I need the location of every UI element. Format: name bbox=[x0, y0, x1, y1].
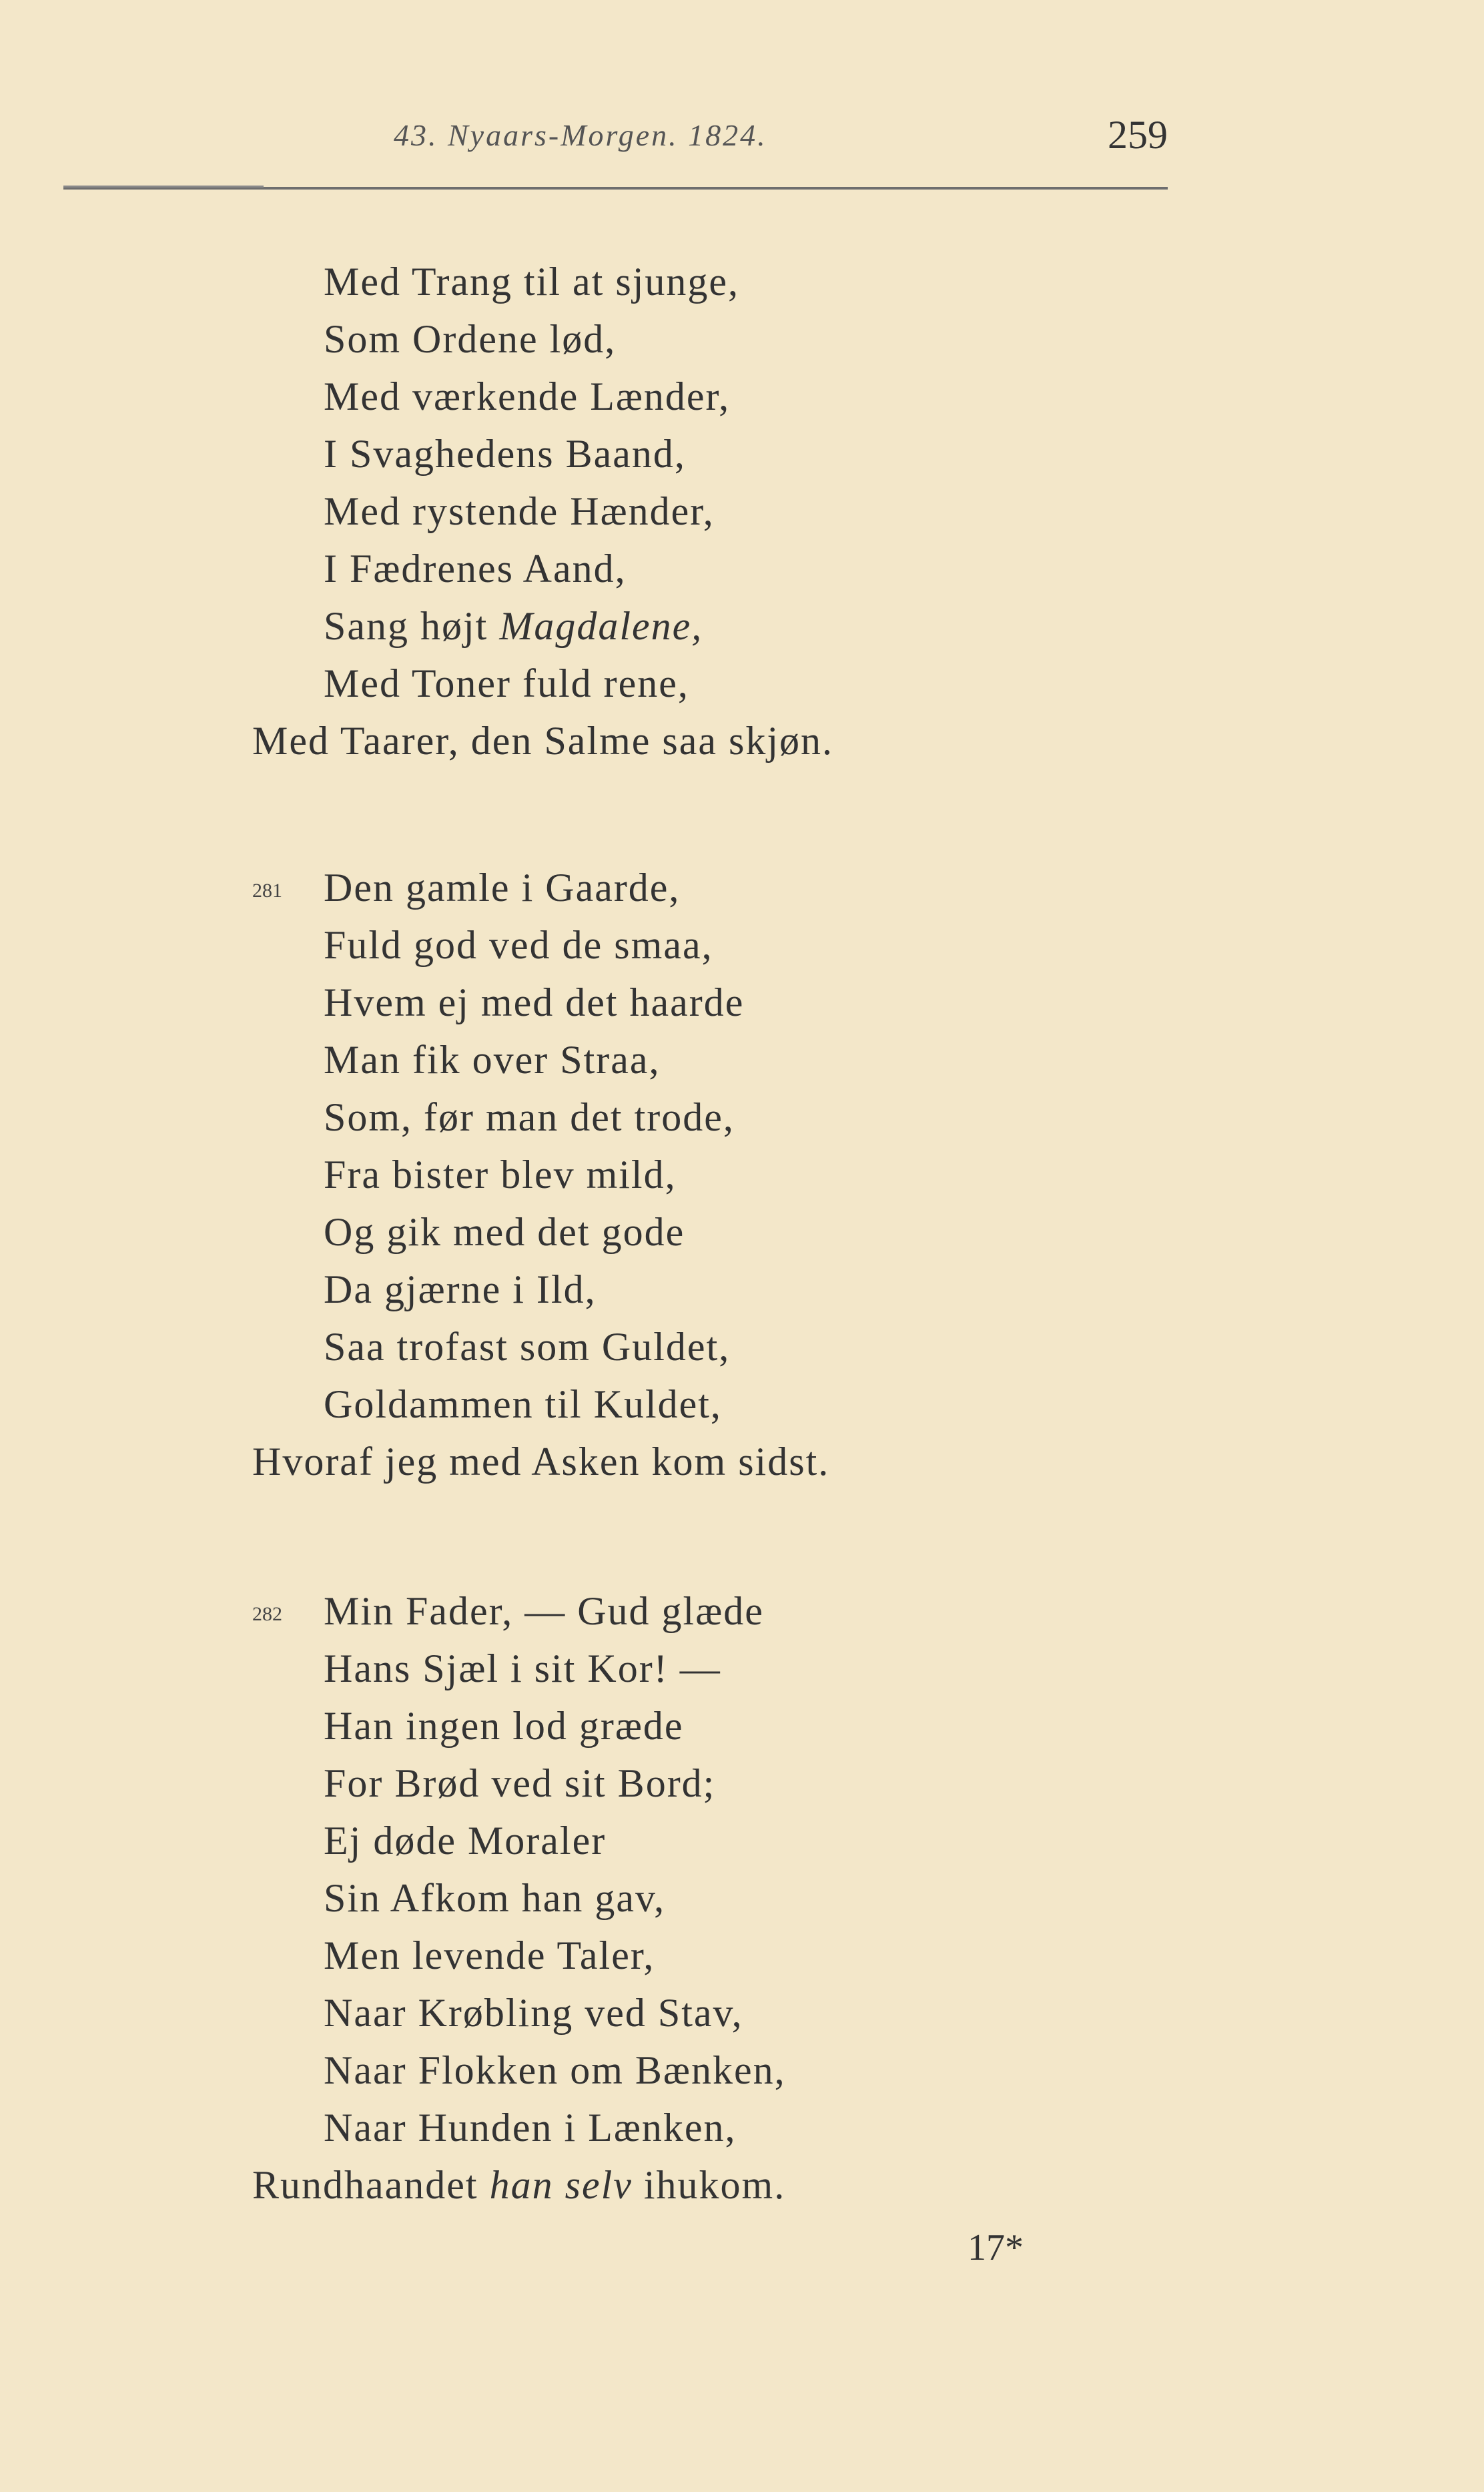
stanza-number: 281 bbox=[252, 880, 282, 902]
verse-line: Som, før man det trode, bbox=[324, 1095, 735, 1139]
verse-line-start: Sang højt bbox=[324, 604, 500, 648]
verse-line: Med værkende Lænder, bbox=[324, 374, 731, 418]
verse-line: Sin Afkom han gav, bbox=[324, 1876, 666, 1920]
stanza-number: 282 bbox=[252, 1603, 282, 1625]
verse-line: Man fik over Straa, bbox=[324, 1038, 661, 1082]
verse-line: Goldammen til Kuldet, bbox=[324, 1382, 722, 1426]
italic-phrase: han selv bbox=[489, 2163, 633, 2207]
verse-line: Naar Krøbling ved Stav, bbox=[324, 1991, 743, 2035]
verse-line: Naar Flokken om Bænken, bbox=[324, 2048, 786, 2092]
verse-line: For Brød ved sit Bord; bbox=[324, 1761, 716, 1805]
verse-line: Min Fader, — Gud glæde bbox=[324, 1589, 764, 1633]
verse-line: Med Trang til at sjunge, bbox=[324, 260, 740, 304]
verse-line: Saa trofast som Guldet, bbox=[324, 1325, 731, 1369]
running-title: 43. Nyaars-Morgen. 1824. bbox=[394, 118, 767, 152]
signature-mark: 17* bbox=[968, 2227, 1024, 2268]
page-number: 259 bbox=[1108, 113, 1168, 157]
verse-line: I Svaghedens Baand, bbox=[324, 432, 686, 476]
verse-line: Men levende Taler, bbox=[324, 1933, 655, 1977]
italic-name: Magdalene, bbox=[499, 604, 703, 648]
verse-line-final bbox=[252, 2162, 785, 2208]
header-rule bbox=[63, 187, 1168, 190]
verse-line: Med rystende Hænder, bbox=[324, 489, 715, 533]
verse-line: Hvem ej med det haarde bbox=[324, 980, 745, 1024]
verse-line: Som Ordene lød, bbox=[324, 317, 617, 361]
verse-line: Han ingen lod græde bbox=[324, 1704, 684, 1748]
verse-line: Ej døde Moraler bbox=[324, 1819, 607, 1863]
verse-line-final: Med Taarer, den Salme saa skjøn. bbox=[252, 719, 834, 763]
verse-line-with-name bbox=[324, 603, 703, 649]
verse-line: Hans Sjæl i sit Kor! — bbox=[324, 1646, 721, 1690]
verse-line: Med Toner fuld rene, bbox=[324, 661, 689, 705]
verse-line: Da gjærne i Ild, bbox=[324, 1267, 597, 1311]
verse-line: Fra bister blev mild, bbox=[324, 1153, 677, 1197]
verse-line-end: ihukom. bbox=[632, 2163, 786, 2207]
verse-line: Naar Hunden i Lænken, bbox=[324, 2106, 737, 2150]
page-header bbox=[394, 113, 1168, 164]
verse-line: Den gamle i Gaarde, bbox=[324, 866, 681, 910]
verse-line-start: Rundhaandet bbox=[252, 2163, 490, 2207]
verse-line: I Fædrenes Aand, bbox=[324, 547, 627, 591]
verse-line-final: Hvoraf jeg med Asken kom sidst. bbox=[252, 1440, 830, 1484]
verse-line: Fuld god ved de smaa, bbox=[324, 923, 713, 967]
verse-line: Og gik med det gode bbox=[324, 1210, 685, 1254]
